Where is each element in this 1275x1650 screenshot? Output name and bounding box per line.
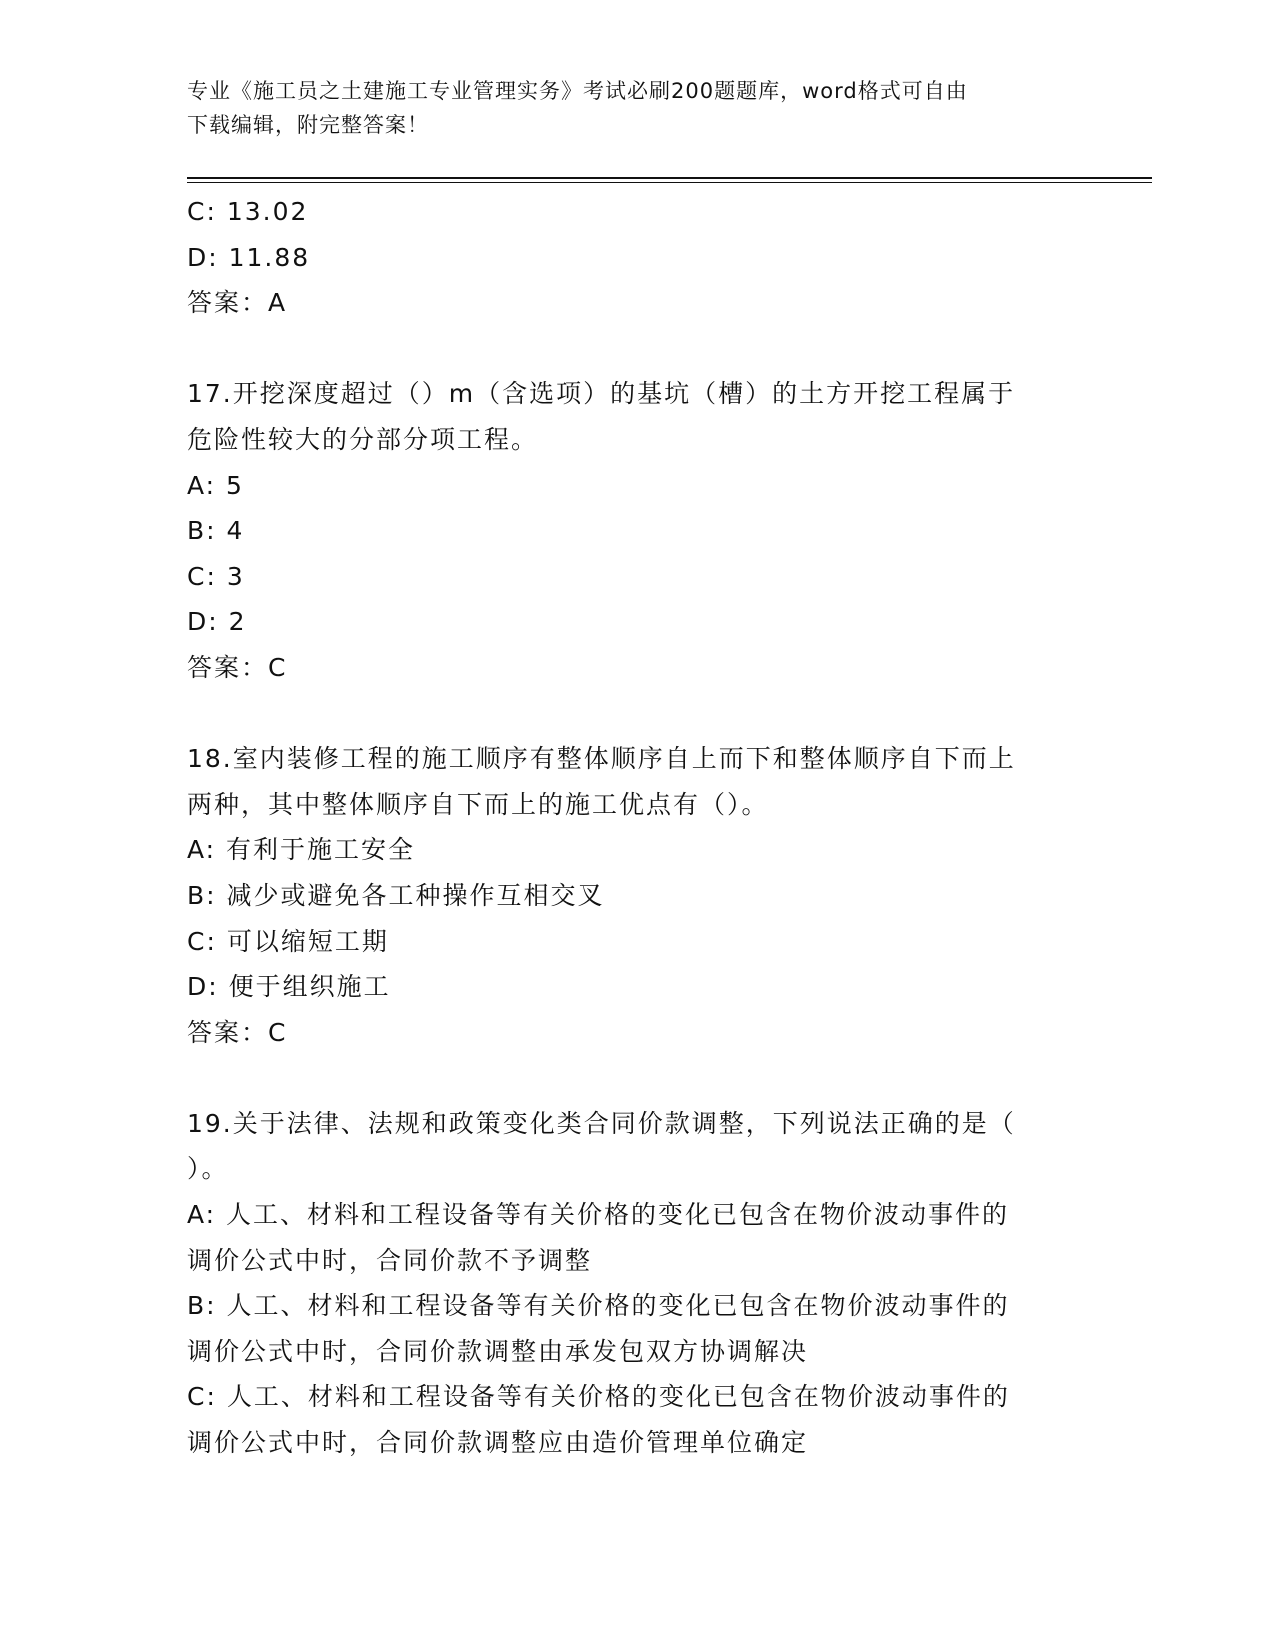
- question-18: [187, 736, 1087, 1055]
- question-stem: 危险性较大的分部分项工程。: [187, 424, 539, 454]
- answer: 答案：C: [187, 1017, 288, 1047]
- question-stem: 17.开挖深度超过（）m（含选项）的基坑（槽）的土方开挖工程属于: [187, 379, 1016, 409]
- option-d: D: 2: [187, 607, 247, 637]
- question-17: [187, 371, 1087, 690]
- option-c: C: 13.02: [187, 197, 309, 226]
- prev-question: [187, 189, 1087, 326]
- option-b: B: 人工、材料和工程设备等有关价格的变化已包含在物价波动事件的: [187, 1291, 1010, 1321]
- spacer: [187, 1055, 1087, 1101]
- option-c: C: 3: [187, 561, 245, 591]
- answer: 答案：A: [187, 288, 288, 318]
- option-c: C: 可以缩短工期: [187, 926, 389, 956]
- document-body: [187, 189, 1087, 1466]
- question-stem: 两种，其中整体顺序自下而上的施工优点有（）。: [187, 789, 769, 819]
- option-b: B: 减少或避免各工种操作互相交叉: [187, 880, 605, 910]
- option-c: C: 人工、材料和工程设备等有关价格的变化已包含在物价波动事件的: [187, 1382, 1010, 1412]
- question-stem: ）。: [187, 1154, 229, 1184]
- option-a: A: 有利于施工安全: [187, 835, 416, 865]
- question-stem: 19.关于法律、法规和政策变化类合同价款调整，下列说法正确的是（: [187, 1108, 1016, 1138]
- question-stem: 18.室内装修工程的施工顺序有整体顺序自上而下和整体顺序自下而上: [187, 744, 1016, 774]
- header-line-2: 下载编辑，附完整答案！: [187, 113, 429, 137]
- answer: 答案：C: [187, 652, 288, 682]
- option-a: 调价公式中时，合同价款不予调整: [187, 1245, 593, 1275]
- question-19: [187, 1101, 1087, 1466]
- option-d: D: 便于组织施工: [187, 972, 391, 1002]
- header-line-1: 专业《施工员之土建施工专业管理实务》考试必刷200题题库，word格式可自由: [187, 79, 968, 103]
- header-divider-thick: [187, 177, 1152, 179]
- option-a: A: 5: [187, 470, 244, 500]
- option-a: A: 人工、材料和工程设备等有关价格的变化已包含在物价波动事件的: [187, 1200, 1010, 1230]
- option-b: 调价公式中时，合同价款调整由承发包双方协调解决: [187, 1336, 809, 1366]
- spacer: [187, 691, 1087, 737]
- option-d: D: 11.88: [187, 242, 311, 272]
- page-header: [187, 74, 1067, 142]
- spacer: [187, 326, 1087, 372]
- option-c: 调价公式中时，合同价款调整应由造价管理单位确定: [187, 1428, 809, 1458]
- header-divider-thin: [187, 182, 1152, 183]
- option-b: B: 4: [187, 516, 245, 546]
